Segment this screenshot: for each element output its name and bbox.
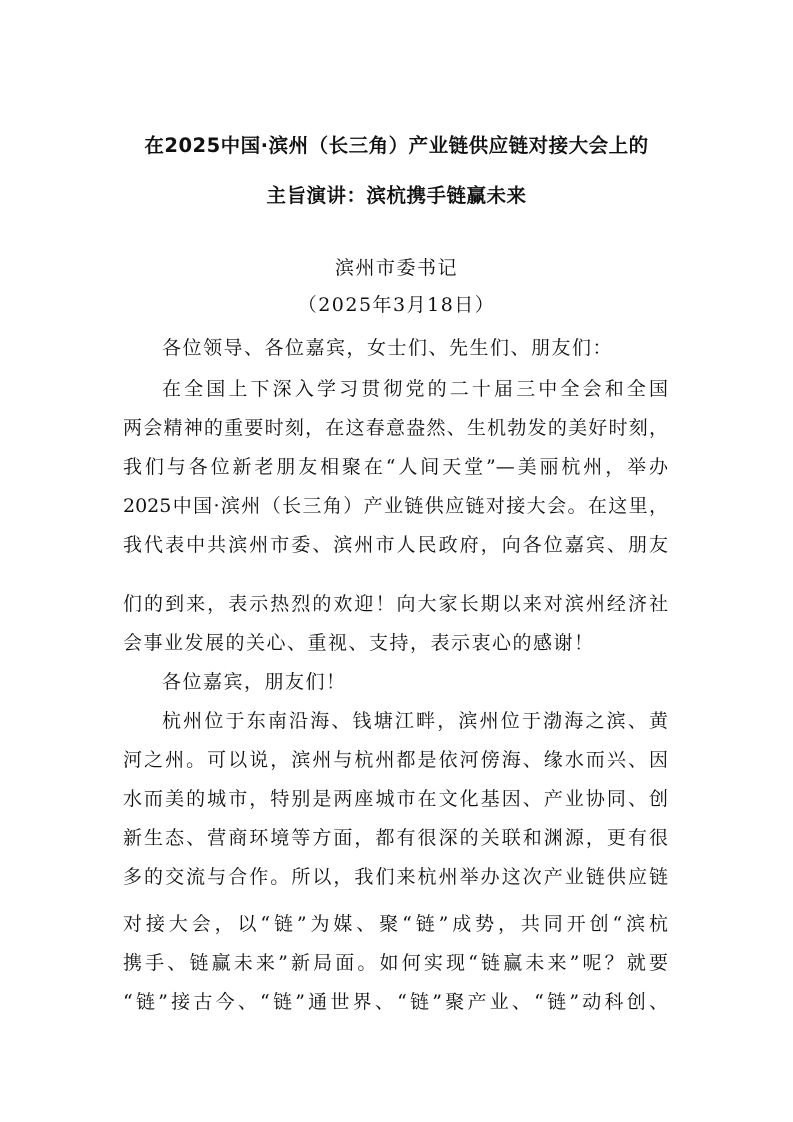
body-line: 们的到来，表示热烈的欢迎！向大家长期以来对滨州经济社	[123, 593, 668, 615]
body-line: 我代表中共滨州市委、滨州市人民政府，向各位嘉宾、朋友	[123, 534, 668, 556]
body-line: 2025中国·滨州（长三角）产业链供应链对接大会。在这里，	[123, 495, 668, 517]
body-line: 在全国上下深入学习贯彻党的二十届三中全会和全国	[162, 378, 668, 400]
salutation: 各位嘉宾，朋友们！	[162, 671, 347, 693]
body-line: “链”接古今、“链”通世界、“链”聚产业、“链”动科创、	[123, 991, 668, 1013]
body-line: 河之州。可以说，滨州与杭州都是依河傍海、缘水而兴、因	[123, 749, 668, 771]
body-line: 水而美的城市，特别是两座城市在文化基因、产业协同、创	[123, 788, 668, 810]
salutation: 各位领导、各位嘉宾，女士们、先生们、朋友们：	[162, 337, 614, 359]
body-line: 携手、链赢未来”新局面。如何实现“链赢未来”呢？就要	[123, 952, 668, 974]
speaker-title: 滨州市委书记	[334, 257, 458, 279]
document-title-line-2: 主旨演讲：滨杭携手链赢未来	[266, 184, 527, 207]
speech-date: （2025年3月18日）	[297, 294, 496, 316]
body-line: 会事业发展的关心、重视、支持，表示衷心的感谢！	[123, 632, 595, 654]
body-line: 多的交流与合作。所以，我们来杭州举办这次产业链供应链	[123, 866, 668, 888]
body-line: 两会精神的重要时刻，在这春意盎然、生机勃发的美好时刻，	[123, 417, 668, 439]
document-title-line-1: 在2025中国·滨州（长三角）产业链供应链对接大会上的	[144, 134, 649, 157]
body-line: 对接大会，以“链”为媒、聚“链”成势，共同开创“滨杭	[123, 913, 668, 935]
body-line: 杭州位于东南沿海、钱塘江畔，滨州位于渤海之滨、黄	[162, 710, 668, 732]
body-line: 我们与各位新老朋友相聚在“人间天堂”—美丽杭州，举办	[123, 456, 668, 478]
body-line: 新生态、营商环境等方面，都有很深的关联和渊源，更有很	[123, 827, 668, 849]
